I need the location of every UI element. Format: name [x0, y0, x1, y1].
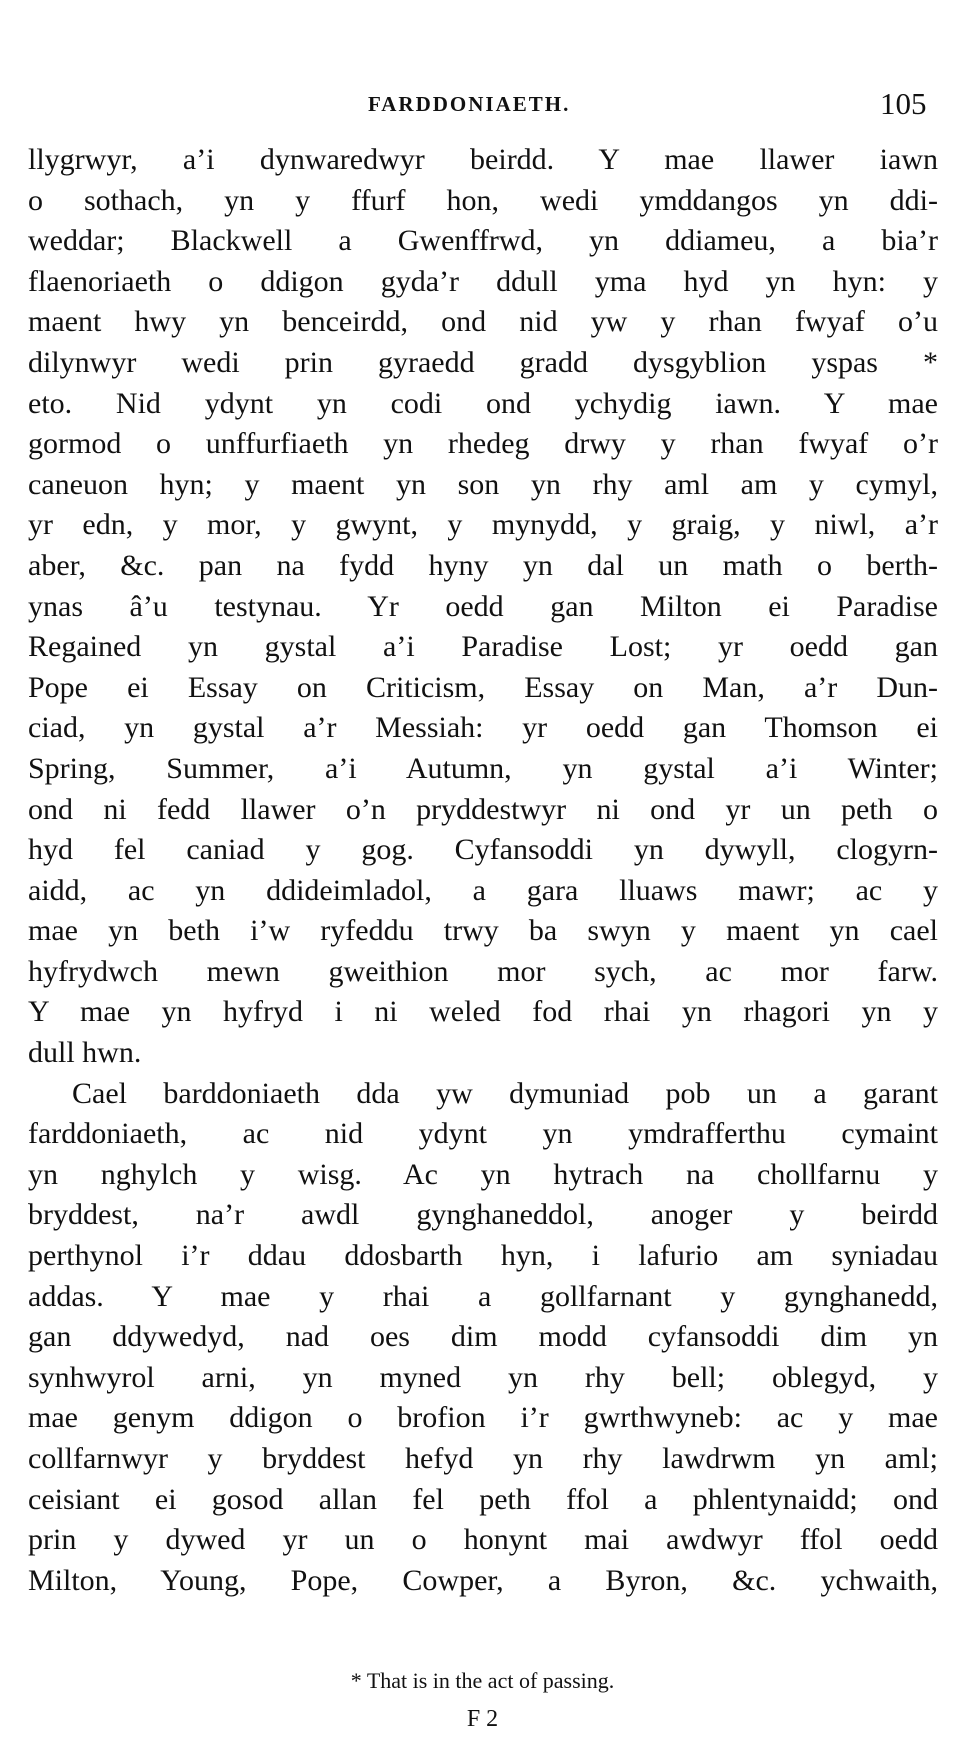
text-line: perthynol i’r ddau ddosbarth hyn, i lafurio am syniadau [28, 1239, 938, 1273]
text-line: aidd, ac yn ddideimladol, a gara lluaws mawr; ac y [28, 873, 938, 907]
text-line: addas. Y mae y rhai a gollfarnant y gynghanedd, [28, 1279, 938, 1313]
text-line: farddoniaeth, ac nid ydynt yn ymdrafferthu cymaint [28, 1117, 938, 1151]
text-line: llygrwyr, a’i dynwaredwyr beirdd. Y mae llawer iawn [28, 143, 938, 176]
text-line: Pope ei Essay on Criticism, Essay on Man, a’r Dun- [28, 670, 938, 704]
text-line: collfarnwyr y bryddest hefyd yn rhy lawdrwm yn aml; [28, 1442, 938, 1475]
text-line: hyfrydwch mewn gweithion mor sych, ac mor farw. [28, 954, 938, 988]
text-line: Regained yn gystal a’i Paradise Lost; yr oedd gan [28, 630, 938, 664]
running-head [0, 86, 965, 126]
text-line: Spring, Summer, a’i Autumn, yn gystal a’i Winter; [28, 751, 938, 785]
text-line: Cael barddoniaeth dda yw dymuniad pob un a garant [72, 1076, 938, 1110]
text-line: mae genym ddigon o brofion i’r gwrthwyneb: ac y mae [28, 1401, 938, 1435]
text-line: yr edn, y mor, y gwynt, y mynydd, y graig, y niwl, a’r [28, 508, 938, 542]
text-line: aber, &c. pan na fydd hyny yn dal un math o berth- [28, 548, 938, 582]
text-line: mae yn beth i’w ryfeddu trwy ba swyn y maent yn cael [28, 914, 938, 948]
body-text [28, 140, 938, 1601]
text-line: hyd fel caniad y gog. Cyfansoddi yn dywyll, clogyrn- [28, 833, 938, 867]
text-line: ynas â’u testynau. Yr oedd gan Milton ei Paradise [28, 589, 938, 623]
text-line: weddar; Blackwell a Gwenffrwd, yn ddiameu, a bia’r [28, 224, 938, 258]
text-line: ond ni fedd llawer o’n pryddestwyr ni ond yr un peth o [28, 792, 938, 826]
running-title: FARDDONIAETH. [368, 92, 571, 116]
text-line: flaenoriaeth o ddigon gyda’r ddull yma hyd yn hyn: y [28, 264, 938, 298]
paragraph-2 [28, 1074, 938, 1602]
text-line: eto. Nid ydynt yn codi ond ychydig iawn. Y mae [28, 386, 938, 420]
text-line: dull hwn. [28, 1036, 142, 1070]
signature-mark: F 2 [466, 1706, 499, 1732]
text-line: gan ddywedyd, nad oes dim modd cyfansoddi dim yn [28, 1320, 938, 1354]
page-number: 105 [880, 86, 927, 121]
text-line: ceisiant ei gosod allan fel peth ffol a phlentynaidd; ond [28, 1482, 938, 1516]
text-line: caneuon hyn; y maent yn son yn rhy aml am y cymyl, [28, 467, 938, 501]
text-line: maent hwy yn benceirdd, ond nid yw y rhan fwyaf o’u [28, 305, 938, 339]
text-line: ciad, yn gystal a’r Messiah: yr oedd gan Thomson ei [28, 711, 938, 745]
text-line: synhwyrol arni, yn myned yn rhy bell; oblegyd, y [28, 1360, 938, 1394]
footnote: * That is in the act of passing. [350, 1668, 615, 1693]
text-line: bryddest, na’r awdl gynghaneddol, anoger y beirdd [28, 1198, 938, 1232]
paragraph-1 [28, 140, 938, 1074]
text-line: Milton, Young, Pope, Cowper, a Byron, &c. ychwaith, [28, 1563, 938, 1597]
text-line: Y mae yn hyfryd i ni weled fod rhai yn rhagori yn y [28, 995, 938, 1029]
text-line: o sothach, yn y ffurf hon, wedi ymddangos yn ddi- [28, 183, 938, 217]
text-line: prin y dywed yr un o honynt mai awdwyr ffol oedd [28, 1523, 938, 1557]
text-line: dilynwyr wedi prin gyraedd gradd dysgyblion yspas * [28, 345, 938, 379]
text-line: yn nghylch y wisg. Ac yn hytrach na chollfarnu y [28, 1157, 938, 1191]
text-line: gormod o unffurfiaeth yn rhedeg drwy y rhan fwyaf o’r [28, 427, 938, 461]
